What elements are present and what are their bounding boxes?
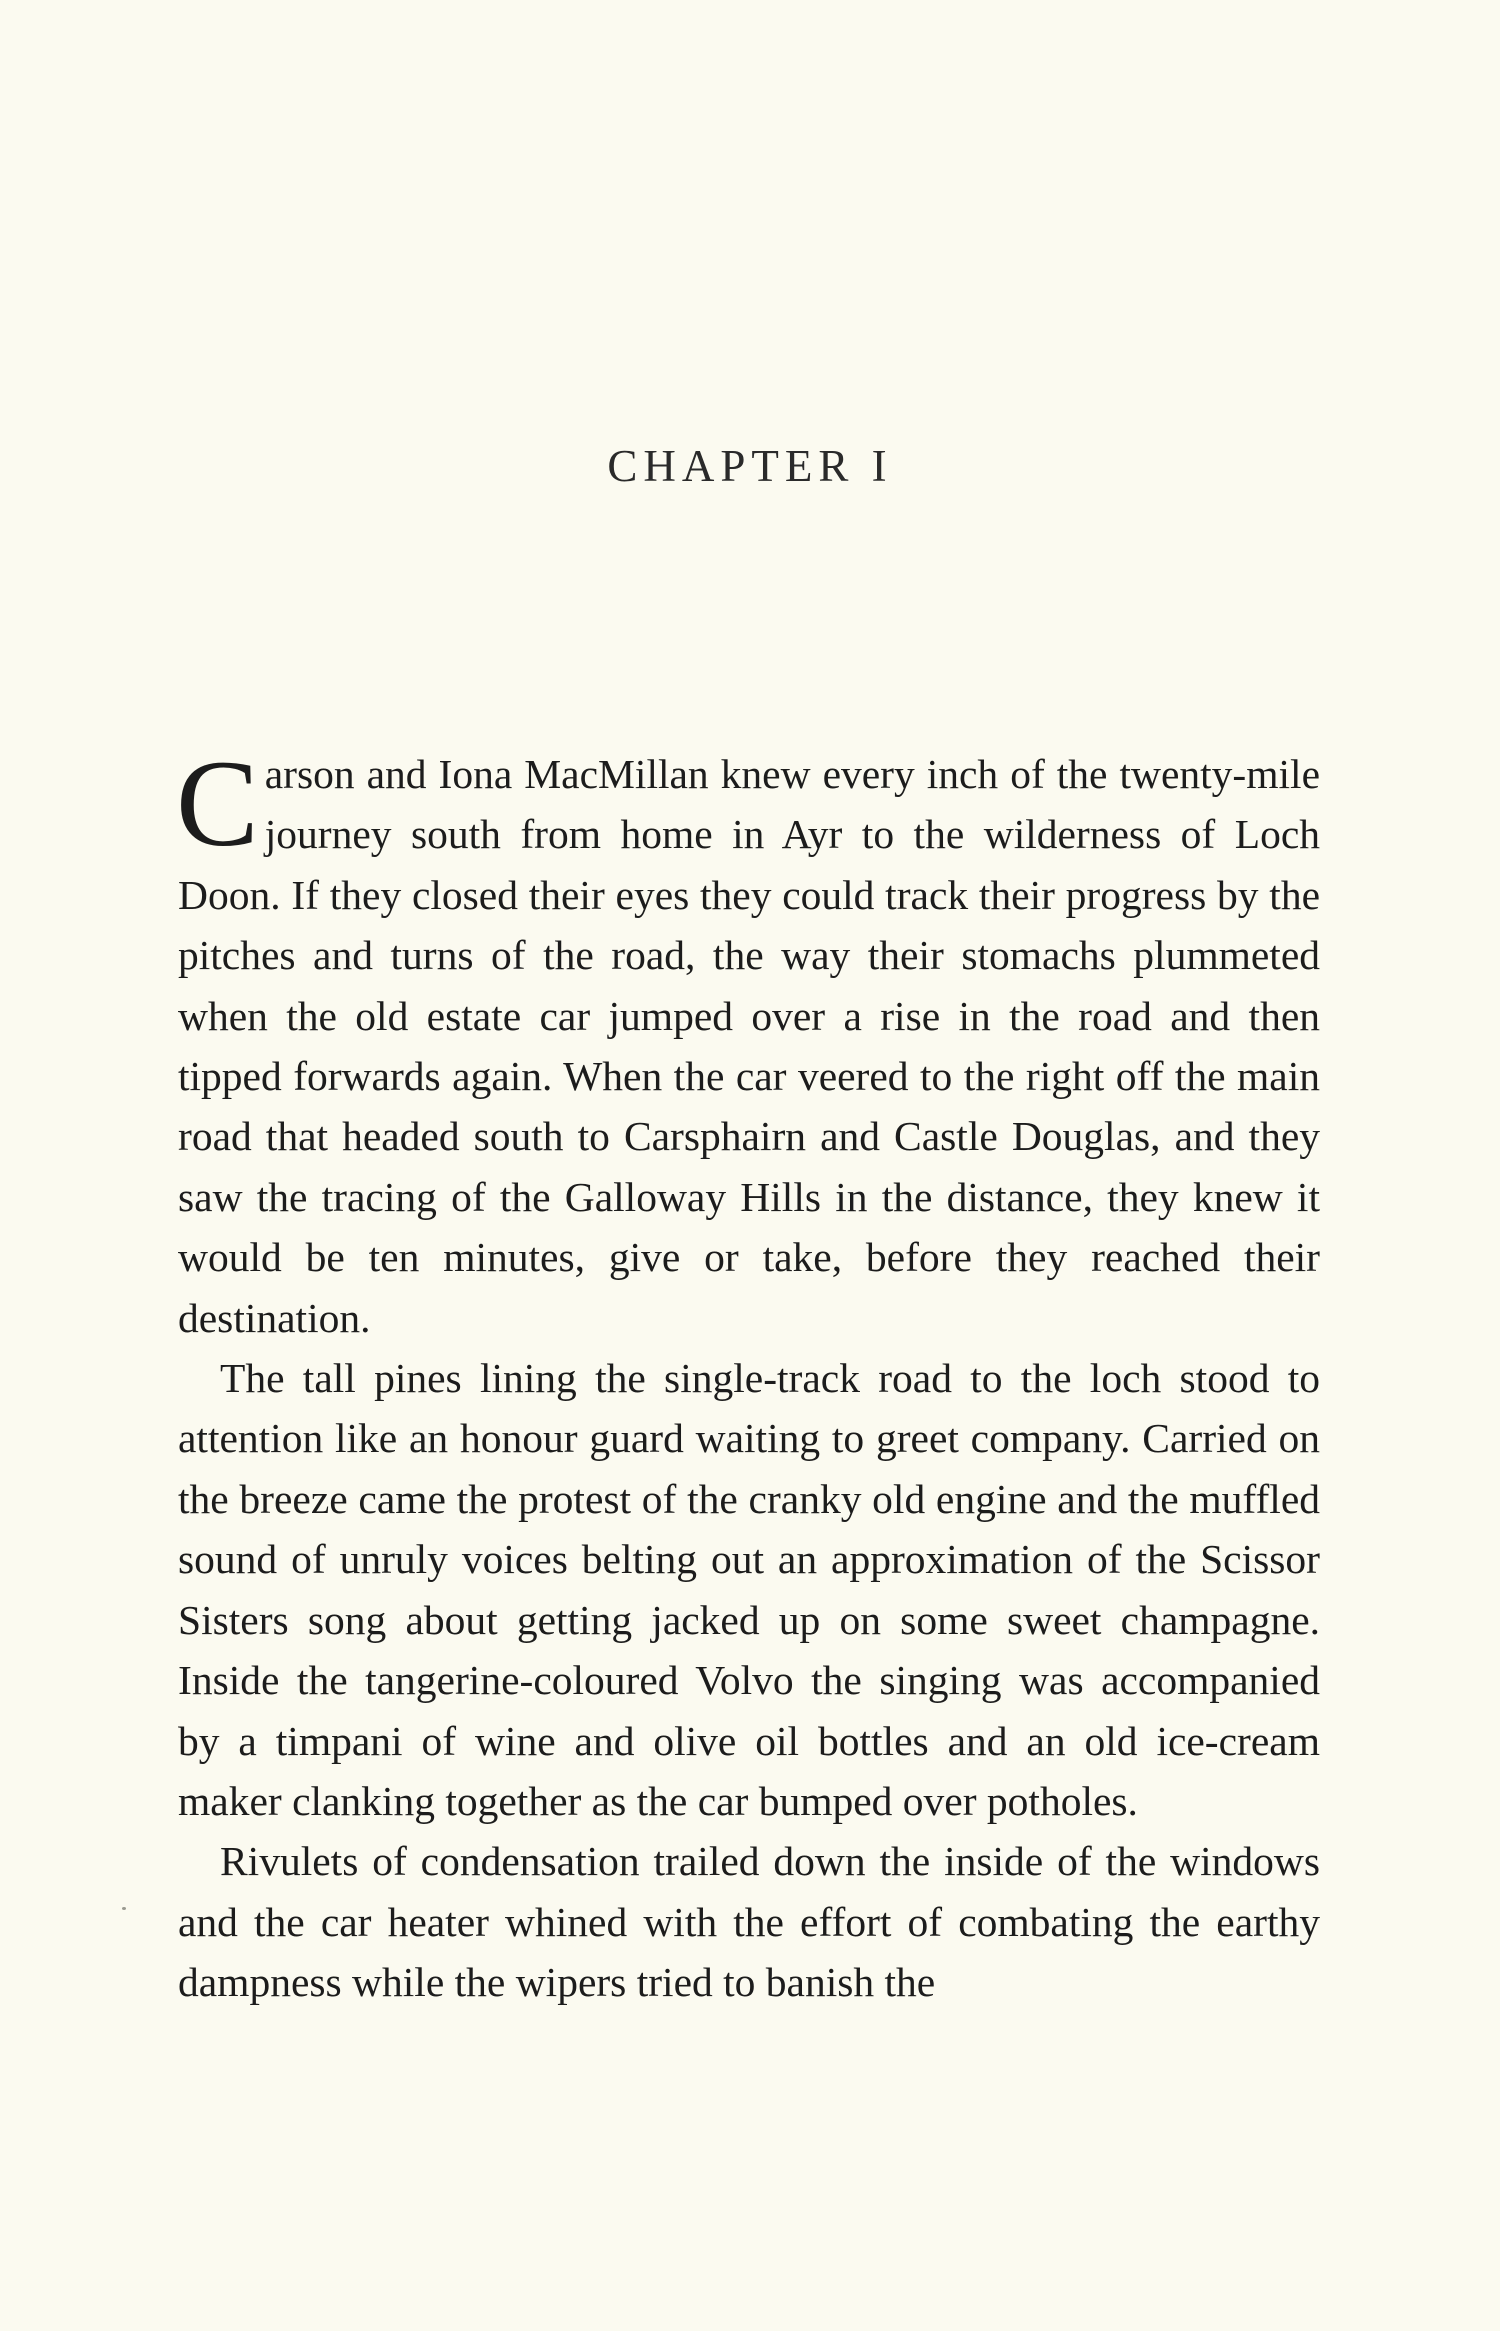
drop-cap: C: [176, 735, 259, 872]
paragraph-2: The tall pines lining the single-track road to the loch stood to attention like an honour guard waiting to greet company. Carried on the breeze came the protest of the cranky old engine and the muffled sound of unruly voices belting out an approximation of the Scissor Sisters song about getting jacked up on some sweet champagne. Inside the tangerine-coloured Volvo the singing was accompanied by a timpani of wine and olive oil bottles and an old ice-cream maker clanking together as the car bumped over potholes.: [178, 1355, 1320, 1824]
scan-speck: [122, 1907, 126, 1910]
chapter-heading: CHAPTER I: [607, 441, 893, 491]
paragraph-3: Rivulets of condensation trailed down the inside of the windows and the car heater whined with the effort of combating the earthy dampness while the wipers tried to banish the: [178, 1838, 1320, 2006]
paragraph-1: [176, 735, 1320, 1348]
body-text: [176, 735, 1320, 2013]
paragraph-1-text: arson and Iona MacMillan knew every inch of the twenty-mile journey south from home in Ayr to the wilderness of Loch Doon. If they closed their eyes they could track their progress by the pitches and turns of the road, the way their stomachs plummeted when the old estate car jumped over a rise in the road and then tipped forwards again. When the car veered to the right off the main road that headed south to Carsphairn and Castle Douglas, and they saw the tracing of the Galloway Hills in the distance, they knew it would be ten minutes, give or take, before they reached their destination.: [178, 751, 1320, 1341]
